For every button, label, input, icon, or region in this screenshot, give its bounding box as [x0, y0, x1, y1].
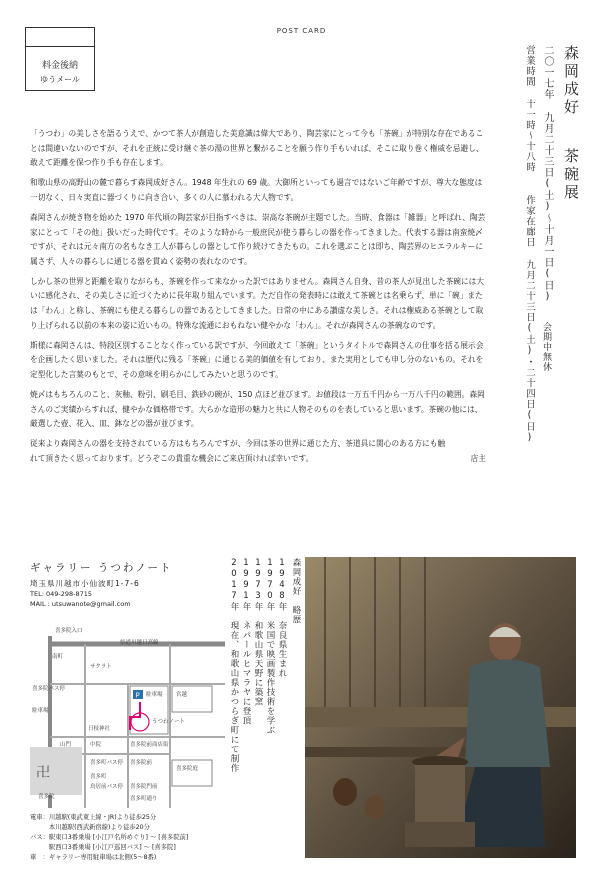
map-label-enoki: 喜多院門前: [130, 784, 158, 790]
profile-line: 2017年 現在、和歌山県かつらぎ町にて制作: [229, 558, 239, 773]
map-label-parking: 駐車場: [146, 692, 163, 698]
body-paragraph: 「うつわ」の美しさを語るうえで、かつて茶人が創造した美意識は偉大であり、陶芸家にとって今も「茶碗」が特別な存在であることは間違いないのですが、それを正統に受け継ぐ茶の湯の世界と繋がることを願う作り手もいれば、そこに取り巻く権威を忌避し、敢えて距離を保つ作り手も存在します。: [30, 129, 484, 168]
map-label-kitamachi-bus: 喜多町バス停: [90, 760, 124, 766]
potter-photo: [305, 557, 576, 858]
postage-stamp-box: [25, 27, 95, 91]
access-map: [30, 622, 230, 808]
map-label-miyoshi: 宮越: [176, 692, 188, 698]
gallery-address: 埼玉県川越市小仙波町1-7-6: [30, 579, 140, 588]
map-label-bridge: 喜多町通り: [130, 796, 158, 802]
map-label-utsuwa: うつわノート: [152, 719, 185, 725]
profile-line: 1991年 ネパールヒマラヤに登頂: [241, 558, 251, 726]
exhibition-closed: 会期中無休: [541, 322, 551, 372]
exhibition-period: 二〇一七年 九月二十三日(土)〜十月一日(日): [542, 45, 553, 303]
access-line: 電車：川越駅(東武東上線・JR)より徒歩25分: [30, 814, 157, 821]
gallery-tel: TEL: 049-298-8715: [30, 590, 93, 598]
map-label-prefectural-road: 県道川越日高線: [120, 640, 159, 646]
body-text: [30, 127, 486, 472]
body-paragraph-last: [30, 437, 486, 466]
exhibition-title: 茶碗展: [562, 148, 580, 202]
stamp-divider: [26, 46, 94, 47]
map-label-sannomon: 山門: [60, 742, 72, 748]
map-label-kitadenbus: 喜多町: [90, 774, 107, 780]
stamp-line2: ゆうメール: [40, 75, 80, 84]
body-paragraph: 焼〆はもちろんのこと、灰釉、粉引、刷毛目、鉄砂の碗が、150 点ほど並びます。お値段は一万五千円から一万八千円の範囲。森岡さんのご実績からすれば、健やかな価格帯です。大らかな造形の魅力と共に人物そのものを表していると思います。茶碗の他には、厳選した壺、花入、皿、鉢などの器が並びます。: [30, 390, 485, 429]
postcard-label: POST CARD: [276, 27, 327, 35]
map-label-kitain-entrance: 喜多院入口: [55, 628, 83, 634]
access-line: バス：駅東口3番乗場 [小江戸名所めぐり] 〜 [喜多院前]: [30, 834, 189, 841]
svg-text:卍: 卍: [36, 765, 50, 781]
map-label-jnr: 中院: [90, 742, 102, 748]
profile-line: 1970年 米国で映画製作技術を学ぶ: [265, 558, 275, 735]
map-label-nika: 喜多院前: [130, 760, 153, 766]
map-graphic: [30, 622, 230, 808]
map-label-kitain: 喜多院: [38, 794, 55, 800]
stamp-line1: 料金後納: [41, 61, 78, 71]
map-label-garden: 喜多院庭: [176, 766, 199, 772]
access-line: 車 ：ギャラリー専用駐車場は北側(5〜8番): [30, 854, 157, 861]
body-paragraph: 森岡さんが焼き物を始めた 1970 年代頃の陶芸家が目指すべきは、崇高な茶碗が主題でした。当時、食器は「雑器」と呼ばれ、陶芸家にとって「その他」扱いだった時代です。そのような時から一般庶民が使う暮らしの器を作ってきました。代表する器は南蛮焼〆ですが、それは元々南方の名もなき工人が暮らしの器として作り続けてきたもの。これを選ぶことは即ち、陶芸界のヒエラルキーに属さず、人々の暮らしに通じる器を貫ぬく姿勢の表れなのです。: [30, 212, 486, 266]
access-info: [30, 813, 300, 863]
profile-line: 1948年 奈良県生まれ: [277, 558, 287, 678]
gallery-mail[interactable]: MAIL : utsuwanote@gmail.com: [30, 600, 131, 608]
map-label-minamicho: 南町: [52, 654, 64, 660]
signature: 店主: [470, 453, 486, 463]
svg-text:P: P: [135, 691, 140, 700]
map-label-hie: 日枝神社: [88, 726, 111, 732]
profile-line: 1973年 和歌山県天野に築窯: [253, 558, 263, 707]
profile-heading: 森岡成好 略歴: [291, 558, 301, 625]
body-paragraph: 和歌山県の高野山の麓で暮らす森岡成好さん。1948 年生れの 69 歳。大御所といっても過言ではないご年齢ですが、尊大な態度は一切なく、日々実直に器づくりに向き合い、多くの人に慕われる大人物です。: [30, 178, 483, 202]
gallery-name: ギャラリー うつわノート: [30, 562, 173, 574]
map-label-kitain-bus: 喜多院バス停: [32, 686, 66, 692]
map-label-shopping: 喜多院前商店街: [130, 742, 169, 748]
access-line: 本川越駅(西武新宿線)より徒歩20分: [30, 824, 150, 831]
body-paragraph: しかし茶の世界と距離を取りながらも、茶碗を作って来なかった訳ではありません。森岡さん自身、昔の茶人が見出した茶碗には大いに感化され、その美しさに近づくために長年取り組んでいます。ただ自作の発表時には敢えて茶碗とは名乗らず、単に「碗」または「わん」と称し、茶碗にも使える暮らしの器であるとしてきました。日常の中にある讃虚な美しさ。それは権威ある茶碗として取り上げられる以前の本来の姿に近いもの。特殊な流通におもねない健やかな「わん」。それが森岡さんの茶碗なのです。: [30, 276, 485, 330]
map-label-parking2: 駐車場: [32, 708, 49, 714]
map-label-sakura: サクラト: [90, 664, 112, 670]
body-paragraph: 斯様に森岡さんは、特段区別することなく作っている訳ですが、今回敢えて「茶碗」というタイトルで森岡さんの仕事を括る展示会を企画したく思いました。それは歴代に残る「茶碗」に通じる美的価値を有しており、また実用としても申し分のないもの。それを定型化した言葉のもとで、その意味を明らかにしてみたいと思うのです。: [30, 340, 484, 379]
access-line: 駅西口3番乗場 [小江戸巡回バス] 〜 [喜多院]: [30, 844, 176, 851]
map-label-toriibus: 鳥居前バス停: [90, 784, 124, 790]
business-hours: 営業時間 十一時〜十八時: [524, 45, 535, 173]
artist-name: 森岡成好: [562, 45, 580, 117]
artist-in-gallery: 作家在廊日 九月二十三日(土)・二十四日(日): [524, 195, 535, 444]
body-paragraph: 従来より森岡さんの器を支持されている方はもちろんですが、今回は茶の世界に通じた方、茶道具に関心のある方にも触れて頂きたく思っております。どうぞこの貴重な機会にご来店頂ければ幸いです。: [30, 439, 446, 463]
